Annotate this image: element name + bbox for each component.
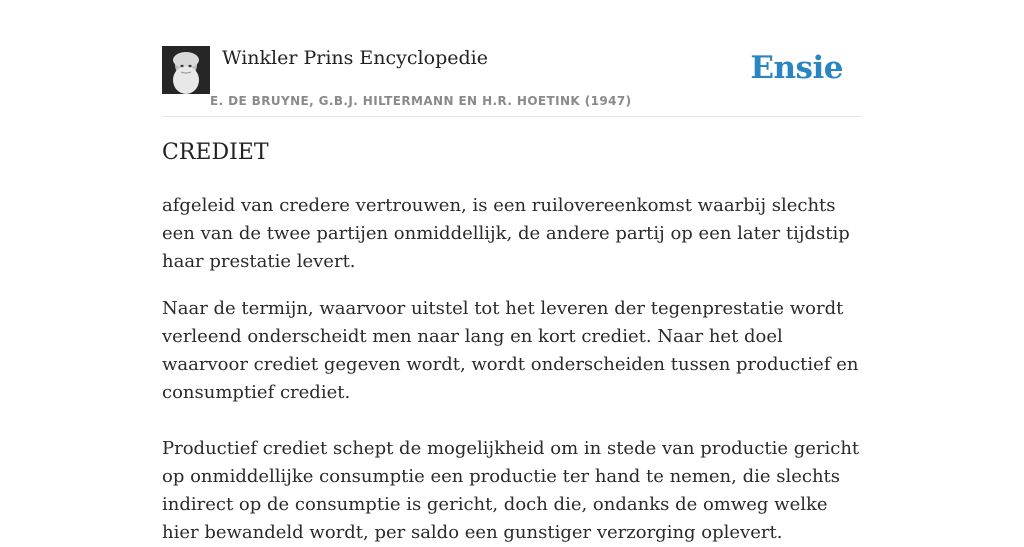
article-body [162,192,866,547]
authors-byline: E. DE BRUYNE, G.B.J. HILTERMANN EN H.R. HOETINK (1947) [210,94,632,108]
author-avatar-icon[interactable] [162,46,210,94]
portrait-icon [162,46,210,94]
page-title: CREDIET [162,140,269,165]
paragraph: Naar de termijn, waarvoor uitstel tot het leveren der tegenprestatie wordt verleend onderscheidt men naar lang en kort crediet. Naar het doel waarvoor crediet gegeven wordt, wordt onderscheiden tussen productief en consumptief crediet. [162,298,859,403]
site-title[interactable]: Winkler Prins Encyclopedie [222,47,488,69]
brand-logo[interactable]: Ensie [750,50,843,86]
site-header [162,46,862,117]
paragraph: Productief crediet schept de mogelijkheid om in stede van productie gericht op onmiddellijke consumptie een productie ter hand te nemen, die slechts indirect op de consumptie is gericht, doch die, ondanks de omweg welke hier bewandeld wordt, per saldo een gunstiger verzorging oplevert. [162,438,860,543]
paragraph: afgeleid van credere vertrouwen, is een ruilovereenkomst waarbij slechts een van de twee partijen onmiddellijk, de andere partij op een later tijdstip haar prestatie levert. [162,195,850,272]
